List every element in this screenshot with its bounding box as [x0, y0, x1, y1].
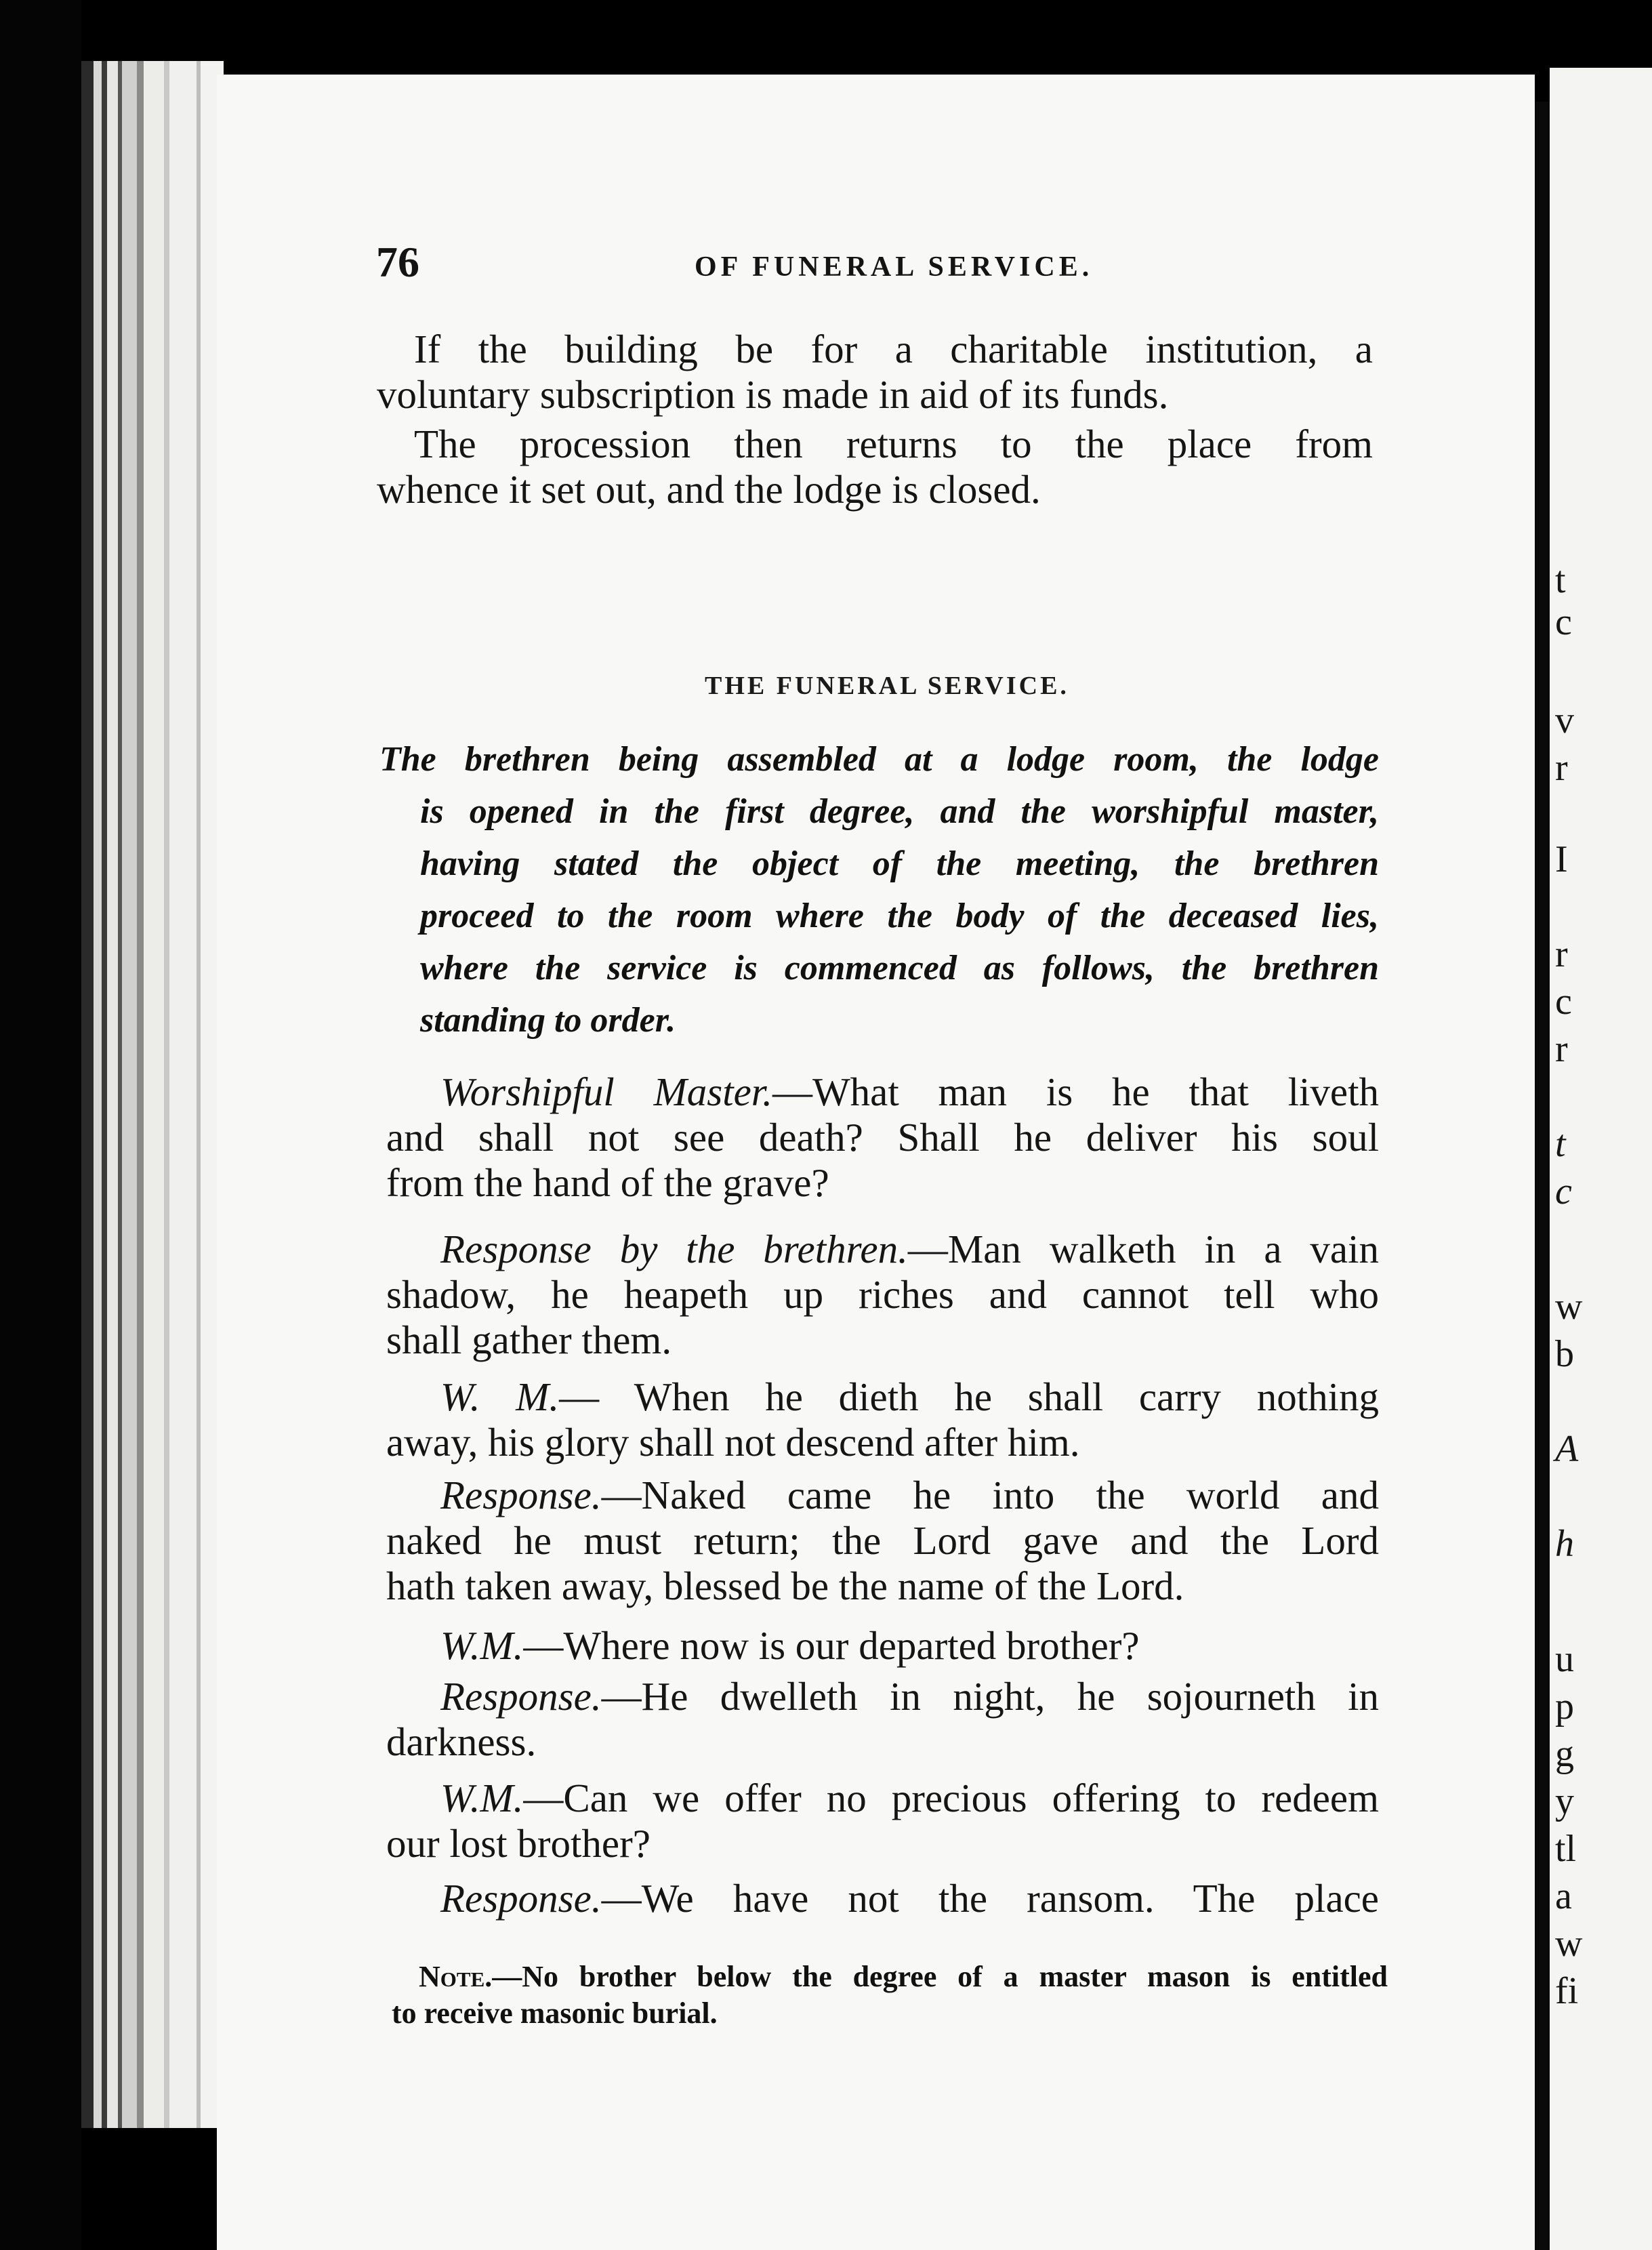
facing-text-fragment: b [1555, 1333, 1574, 1375]
dialogue-entry [386, 1623, 1379, 1669]
stacked-page-edges [81, 61, 224, 2128]
speaker-label: Response. [440, 1876, 602, 1921]
facing-text-fragment: g [1555, 1733, 1574, 1775]
facing-text-fragment: fi [1555, 1970, 1579, 2012]
text-line: shadow, he heapeth up riches and cannot tell who [386, 1272, 1379, 1317]
speaker-label: W.M. [440, 1776, 524, 1820]
text-line: If the building be for a charitable institution, a [414, 327, 1373, 371]
text-line: whence it set out, and the lodge is closed. [377, 467, 1041, 512]
dialogue-entry [386, 1069, 1379, 1206]
left-page [217, 75, 1535, 2250]
speaker-label: W.M. [440, 1623, 524, 1668]
facing-text-fragment: t [1555, 1123, 1566, 1165]
facing-text-fragment: c [1555, 981, 1572, 1023]
facing-text-fragment: w [1555, 1286, 1583, 1328]
running-title: OF FUNERAL SERVICE. [695, 251, 1094, 283]
scan-background-top [0, 0, 1652, 68]
facing-page-fragment [1550, 68, 1652, 2250]
footnote-line: Note.—No brother below the degree of a master mason is entitled [419, 1960, 1388, 1993]
rubric-line: standing to order. [420, 1001, 676, 1040]
rubric-paragraph [379, 733, 1379, 1046]
text-line: Response.—He dwelleth in night, he sojourneth in [440, 1674, 1379, 1719]
facing-text-fragment: c [1555, 1170, 1572, 1212]
text-line: Response.—Naked came he into the world and [440, 1473, 1379, 1517]
text-line: W.M.—Where now is our departed brother? [440, 1623, 1140, 1668]
text-line: voluntary subscription is made in aid of its funds. [377, 372, 1169, 417]
facing-text-fragment: h [1555, 1523, 1574, 1565]
speaker-label: Worshipful Master. [440, 1069, 772, 1114]
speaker-label: Response. [440, 1674, 602, 1719]
book-gutter [1535, 102, 1550, 2250]
rubric-line: having stated the object of the meeting, the brethren [420, 844, 1379, 883]
text-line: hath taken away, blessed be the name of the Lord. [386, 1563, 1184, 1608]
text-line: from the hand of the grave? [386, 1160, 829, 1205]
dialogue-entry [386, 1227, 1379, 1363]
text-line: and shall not see death? Shall he deliver his soul [386, 1115, 1379, 1160]
text-line: Response by the brethren.—Man walketh in a vain [440, 1227, 1379, 1271]
text-line: naked he must return; the Lord gave and the Lord [386, 1518, 1379, 1563]
section-title: THE FUNERAL SERVICE. [705, 672, 1069, 700]
footnote [392, 1959, 1388, 2032]
intro-paragraph-1 [377, 327, 1373, 417]
text-line: away, his glory shall not descend after him. [386, 1420, 1080, 1465]
facing-text-fragment: c [1555, 601, 1572, 643]
text-line: W. M.— When he dieth he shall carry nothing [440, 1374, 1379, 1419]
facing-text-fragment: t [1555, 559, 1566, 601]
page-content [217, 75, 1535, 2250]
text-line: our lost brother? [386, 1821, 651, 1866]
facing-text-fragment: r [1555, 1028, 1568, 1070]
rubric-line: is opened in the first degree, and the worshipful master, [420, 792, 1379, 831]
text-line: The procession then returns to the place from [414, 422, 1373, 466]
facing-text-fragment: y [1555, 1780, 1574, 1822]
facing-text-fragment: tl [1555, 1828, 1577, 1870]
footnote-label: Note. [419, 1960, 493, 1993]
facing-text-fragment: p [1555, 1685, 1574, 1727]
facing-text-fragment: w [1555, 1923, 1583, 1965]
speaker-label: Response. [440, 1473, 602, 1517]
rubric-line: proceed to the room where the body of the deceased lies, [420, 897, 1379, 935]
rubric-line: The brethren being assembled at a lodge room, the lodge [379, 740, 1379, 779]
facing-text-fragment: I [1555, 838, 1568, 880]
speaker-label: Response by the brethren. [440, 1227, 908, 1271]
text-line: darkness. [386, 1719, 537, 1764]
facing-text-fragment: v [1555, 699, 1574, 741]
rubric-line: where the service is commenced as follows, the brethren [420, 949, 1379, 987]
text-line: W.M.—Can we offer no precious offering to redeem [440, 1776, 1379, 1820]
scan-background-left [0, 0, 81, 2250]
text-line: Response.—We have not the ransom. The place [440, 1876, 1379, 1921]
footnote-line: to receive masonic burial. [392, 1997, 718, 2030]
facing-text-fragment: r [1555, 933, 1568, 975]
facing-text-fragment: A [1555, 1428, 1579, 1470]
dialogue-entry [386, 1776, 1379, 1866]
running-header [376, 237, 1365, 291]
facing-text-fragment: r [1555, 747, 1568, 789]
dialogue-entry [386, 1876, 1379, 1921]
speaker-label: W. M. [440, 1374, 560, 1419]
facing-text-fragment: a [1555, 1875, 1572, 1917]
dialogue-entry [386, 1473, 1379, 1609]
facing-text-fragment: u [1555, 1638, 1574, 1680]
text-line: Worshipful Master.—What man is he that liveth [440, 1069, 1379, 1114]
dialogue-entry [386, 1674, 1379, 1765]
intro-paragraph-2 [377, 422, 1373, 512]
page-number: 76 [376, 238, 419, 286]
text-line: shall gather them. [386, 1317, 672, 1362]
dialogue-entry [386, 1374, 1379, 1465]
